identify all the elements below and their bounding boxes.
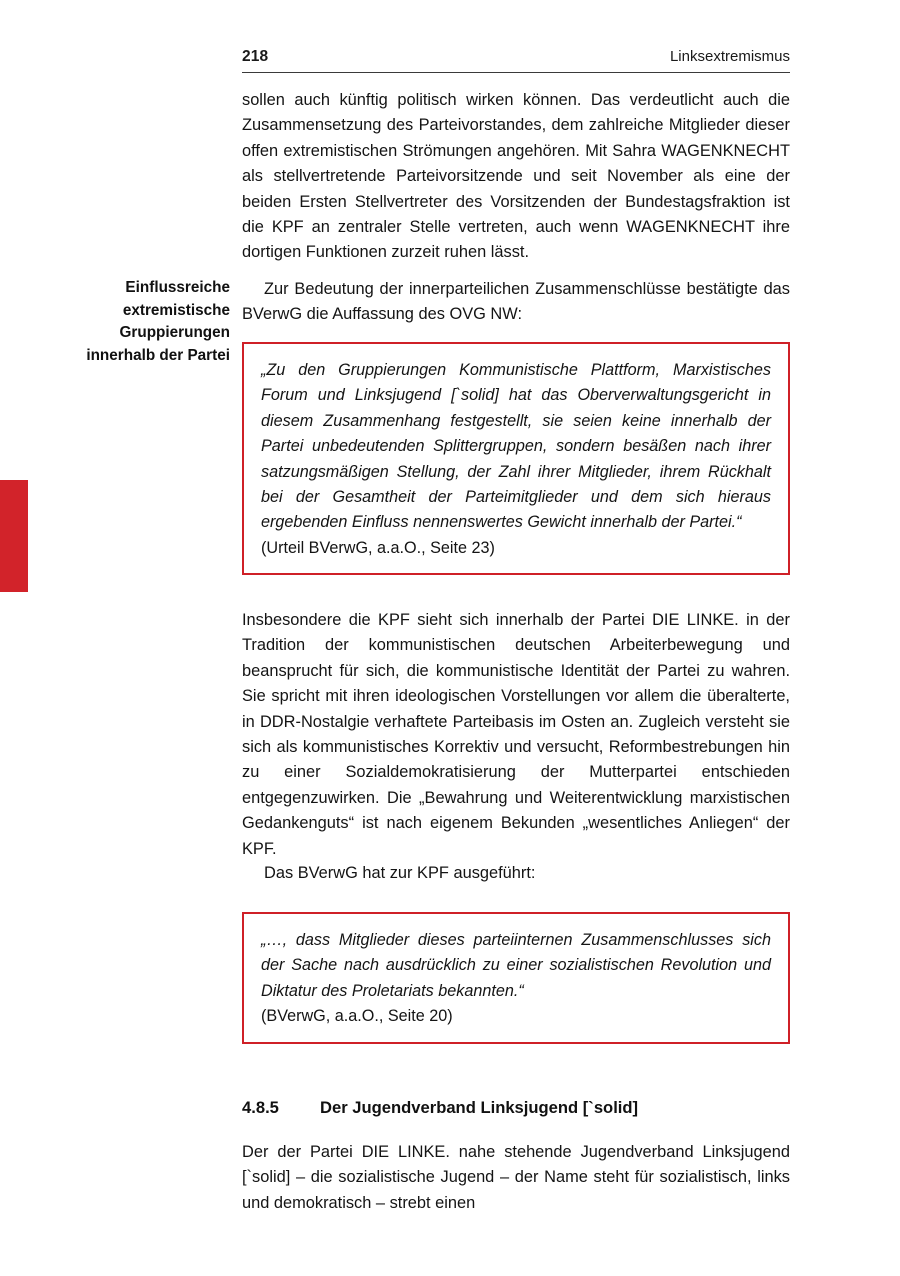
body-paragraph-1: sollen auch künftig politisch wirken können. Das verdeutlicht auch die Zusammensetzung des Parteivorstandes, dem zahlreiche Mitglieder dieser offen extremistischen Strömungen angehören. Mit Sahra WAGENKNECHT als stellvertretende Parteivorsitzende und seit November als eine der beiden Ersten Stellvertreter des Vorsitzenden der Bundestagsfraktion ist die KPF an zentraler Stelle vertreten, auch wenn WAGENKNECHT ihre dortigen Funktionen zurzeit ruhen lässt.	[242, 91, 790, 262]
running-head	[242, 48, 790, 73]
body-paragraph-5: Der der Partei DIE LINKE. nahe stehende Jugendverband Linksjugend [`solid] – die sozialistische Jugend – der Name steht für sozialistisch, links und demokratisch – strebt einen	[242, 1143, 790, 1212]
quote-box-bverwg-kpf	[242, 912, 790, 1044]
quote-text: „…, dass Mitglieder dieses parteiinternen Zusammenschlusses sich der Sache nach ausdrücklich zu einer sozialistischen Revolution und Diktatur des Proletariats bekannten.“	[261, 931, 771, 1000]
margin-note-line: Gruppierungen	[119, 324, 230, 342]
body-paragraph-4: Das BVerwG hat zur KPF ausgeführt:	[264, 864, 536, 882]
margin-note-line: extremistische	[122, 301, 230, 319]
quote-source: (Urteil BVerwG, a.a.O., Seite 23)	[261, 538, 495, 557]
quote-text: „Zu den Gruppierungen Kommunistische Plattform, Marxistisches Forum und Linksjugend [`solid] hat das Oberverwaltungsgericht in diesem Zusammenhang festgestellt, sie seien keine innerhalb der Partei unbedeutenden Splittergruppen, sondern besäßen nach ihrer satzungsmäßigen Stellung, der Zahl ihrer Mitglieder, ihrem Rückhalt bei der Gesamtheit der Parteimitglieder und dem sich hieraus ergebenden Einfluss nennenswertes Gewicht innerhalb der Partei.“	[261, 361, 771, 532]
quote-box-ovg-nw	[242, 342, 790, 575]
running-head-title: Linksextremismus	[669, 48, 790, 65]
body-paragraph-5-container	[242, 1140, 790, 1216]
margin-note-line: Einflussreiche	[125, 279, 230, 296]
body-paragraph-3: Insbesondere die KPF sieht sich innerhalb der Partei DIE LINKE. in der Tradition der kommunistischen deutschen Arbeiterbewegung und beansprucht für sich, die kommunistische Identität der Partei zu wahren. Sie spricht mit ihren ideologischen Vorstellungen vor allem die überalterte, in DDR-Nostalgie verhaftete Parteibasis im Osten an. Zugleich versteht sie sich als kommunistisches Korrektiv und versucht, Reformbestrebungen hin zu einer Sozialdemokratisierung der Mutterpartei entschieden entgegenzuwirken. Die „Bewahrung und Weiterentwicklung marxistischen Gedankenguts“ ist nach eigenem Bekunden „wesentliches Anliegen“ der KPF.	[242, 611, 790, 858]
quote-source: (BVerwG, a.a.O., Seite 20)	[261, 1007, 453, 1026]
margin-note-line: innerhalb der Partei	[86, 346, 230, 364]
body-paragraph-2: Zur Bedeutung der innerparteilichen Zusammenschlüsse bestätigte das BVerwG die Auffassung des OVG NW:	[242, 280, 790, 324]
section-title: Der Jugendverband Linksjugend [`solid]	[320, 1098, 639, 1117]
body-paragraph-3-container	[242, 608, 790, 862]
body-paragraph-1-container	[242, 88, 790, 266]
section-number: 4.8.5	[242, 1098, 279, 1117]
section-heading-4-8-5	[242, 1098, 790, 1118]
body-paragraph-4-container	[242, 861, 790, 886]
page-number: 218	[242, 48, 269, 65]
body-paragraph-2-container	[242, 277, 790, 328]
margin-note-influential-groups	[28, 277, 230, 367]
chapter-thumb-index-tab	[0, 480, 28, 592]
